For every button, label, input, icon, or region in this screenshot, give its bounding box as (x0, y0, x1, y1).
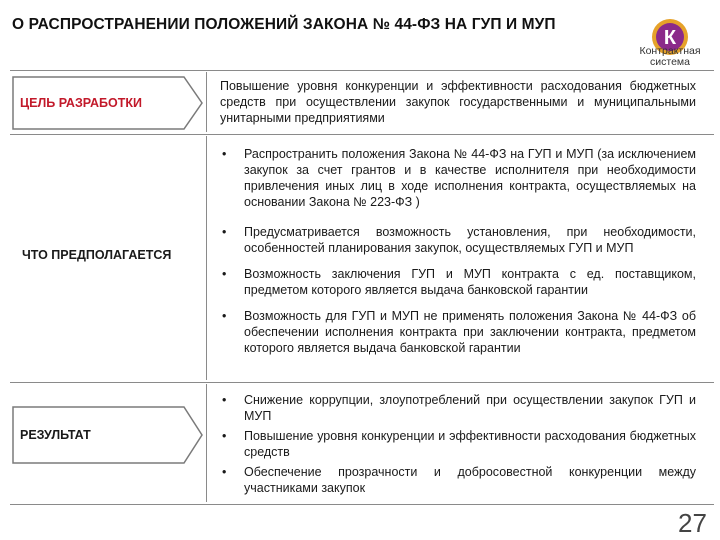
result-item-3: Обеспечение прозрачности и добросовестной конкуренции между участниками закупок (244, 465, 696, 495)
page-title: О РАСПРОСТРАНЕНИИ ПОЛОЖЕНИЙ ЗАКОНА № 44-ФЗ НА ГУП И МУП (12, 16, 556, 33)
result-item-2: Повышение уровня конкуренции и эффективности расходования бюджетных средств (244, 429, 696, 459)
logo-line-1: Контрактная (639, 45, 701, 57)
plan-item-4: Возможность для ГУП и МУП не применять положения Закона № 44-ФЗ об обеспечении исполнения контракта при заключении контракта, предметом которого является выдача банковской гарантии (244, 309, 696, 355)
result-bullet-3: • (222, 465, 227, 479)
divider-top (10, 70, 714, 71)
plan-bullet-2: • (222, 225, 227, 239)
divider-goal (10, 134, 714, 135)
result-bullet-2: • (222, 429, 227, 443)
vline-goal (206, 72, 207, 132)
vline-results (206, 384, 207, 502)
section-plans-label: ЧТО ПРЕДПОЛАГАЕТСЯ (22, 248, 172, 262)
result-bullet-1: • (222, 393, 227, 407)
plan-item-2: Предусматривается возможность установления, при необходимости, особенностей планирования закупок, осуществляемых ГУП и МУП (244, 225, 696, 255)
section-goal (12, 76, 204, 130)
logo-text (624, 46, 716, 68)
vline-plans (206, 136, 207, 380)
page-number: 27 (678, 508, 707, 538)
logo-letter: К (663, 27, 677, 49)
logo-line-2: система (650, 56, 690, 68)
section-goal-label: ЦЕЛЬ РАЗРАБОТКИ (20, 96, 143, 110)
plan-bullet-3: • (222, 267, 227, 281)
plan-bullet-4: • (222, 309, 227, 323)
result-item-1: Снижение коррупции, злоупотреблений при осуществлении закупок ГУП и МУП (244, 393, 696, 423)
plan-item-3: Возможность заключения ГУП и МУП контракта с ед. поставщиком, предметом которого является выдача банковской гарантии (244, 267, 696, 297)
section-results (12, 406, 204, 464)
section-results-label: РЕЗУЛЬТАТ (20, 428, 91, 442)
divider-bottom (10, 504, 714, 505)
plan-item-1: Распространить положения Закона № 44-ФЗ на ГУП и МУП (за исключением закупок за счет грантов и в качестве исполнителя при необходимости привлечения иных лиц в ходе исполнения контракта, осуществляемых на основании Закона № 223-ФЗ ) (244, 147, 696, 209)
plan-bullet-1: • (222, 147, 227, 161)
goal-text: Повышение уровня конкуренции и эффективности расходования бюджетных средств при осуществлении закупок государственными и муниципальными унитарными предприятиями (220, 79, 696, 125)
divider-plans (10, 382, 714, 383)
